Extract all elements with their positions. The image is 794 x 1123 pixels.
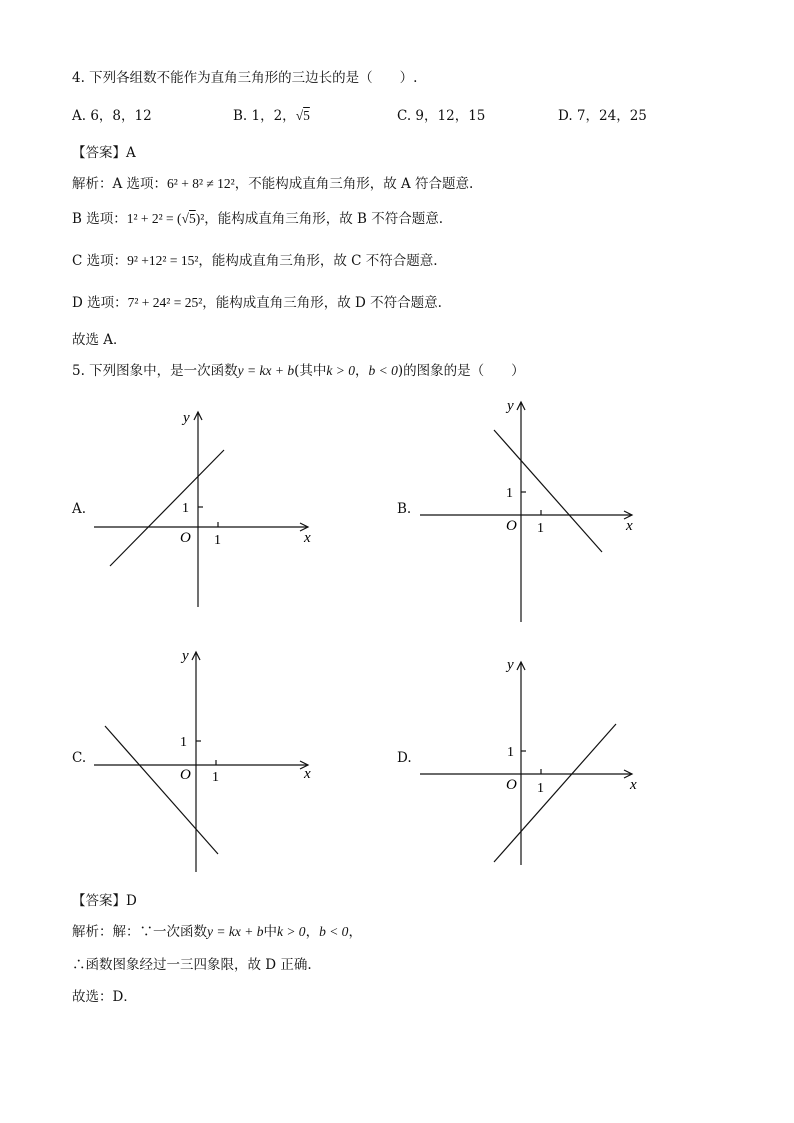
q5-answer: 【答案】D (72, 893, 137, 909)
tick-x-label: 1 (214, 533, 221, 548)
function-line (110, 450, 224, 566)
q4-analysis-c (72, 249, 438, 269)
origin-label: O (506, 518, 517, 534)
tick-y-label: 1 (180, 735, 187, 750)
analysis-text: ，不能构成直角三角形，故 A 符合题意. (234, 176, 474, 192)
y-label: y (182, 648, 189, 664)
graph-label-a: A. (72, 501, 87, 517)
math-expression: 6² + 8² ≠ 12² (167, 176, 235, 191)
q4-option-c: C. 9，12，15 (397, 108, 486, 124)
x-label: x (626, 518, 633, 534)
q4-option-b-prefix: B. 1，2， (233, 108, 296, 124)
function-line (105, 726, 218, 854)
q4-stem: 4. 下列各组数不能作为直角三角形的三边长的是（ ）. (72, 70, 418, 86)
analysis-prefix: 解析：A 选项： (72, 176, 168, 192)
q5-conclusion: 故选：D． (72, 989, 137, 1005)
q4-analysis-b (72, 207, 443, 227)
q4-option-a: A. 6，8，12 (72, 108, 152, 124)
graph-c (80, 640, 320, 875)
tick-y-label: 1 (506, 486, 513, 501)
analysis-prefix: D 选项： (72, 295, 128, 311)
origin-label: O (180, 530, 191, 546)
function-expression: y = kx + b (207, 924, 264, 939)
b-condition: b < 0 (368, 363, 398, 378)
q4-analysis-d (72, 291, 442, 311)
origin-label: O (506, 777, 517, 793)
y-label: y (183, 410, 190, 426)
q5-analysis-line1: 解析：解：∵一次函数y = kx + b中k > 0，b < 0， (72, 924, 362, 940)
math-expression: 7² + 24² = 25² (127, 295, 203, 310)
origin-label: O (180, 767, 191, 783)
x-label: x (630, 777, 637, 793)
q4-analysis-a (72, 172, 473, 192)
sqrt-symbol: √5 (295, 108, 310, 123)
tick-y-label: 1 (507, 745, 514, 760)
q4-conclusion: 故选 A． (72, 332, 127, 348)
k-condition: k > 0 (276, 924, 306, 939)
therefore-symbol: ∴ (72, 957, 86, 973)
q4-option-d: D. 7，24，25 (558, 108, 647, 124)
q4-option-b (233, 104, 310, 124)
function-expression: y = kx + b (237, 363, 295, 378)
radicand: 5 (303, 108, 310, 123)
analysis-text: ，能构成直角三角形，故 D 不符合题意. (202, 295, 442, 311)
graph-b (412, 390, 652, 625)
tick-x-label: 1 (212, 770, 219, 785)
b-condition: b < 0 (319, 924, 349, 939)
analysis-prefix: C 选项： (72, 253, 128, 269)
analysis-text: ，能构成直角三角形，故 C 不符合题意. (198, 253, 438, 269)
tick-y-label: 1 (182, 501, 189, 516)
tick-x-label: 1 (537, 781, 544, 796)
math-expression: 1² + 2² = (√5)² (126, 211, 205, 226)
graph-a (80, 400, 320, 615)
math-expression: 9² +12² = 15² (127, 253, 199, 268)
y-label: y (507, 398, 514, 414)
q5-analysis-line2: ∴函数图象经过一三四象限，故 D 正确. (72, 957, 312, 973)
graph-label-b: B. (397, 501, 412, 517)
because-symbol: ∵ (139, 924, 153, 940)
graph-d (412, 650, 652, 870)
y-label: y (507, 657, 514, 673)
k-condition: k > 0 (326, 363, 356, 378)
analysis-text: ，能构成直角三角形，故 B 不符合题意. (204, 211, 444, 227)
x-label: x (304, 530, 311, 546)
x-label: x (304, 766, 311, 782)
graph-label-d: D. (397, 750, 412, 766)
graph-label-c: C. (72, 750, 87, 766)
q5-stem: 5. 下列图象中，是一次函数y = kx + b(其中k > 0，b < 0)的图象的是（ ） (72, 363, 525, 379)
tick-x-label: 1 (537, 521, 544, 536)
analysis-prefix: B 选项： (72, 211, 127, 227)
q4-answer: 【答案】A (72, 145, 136, 161)
